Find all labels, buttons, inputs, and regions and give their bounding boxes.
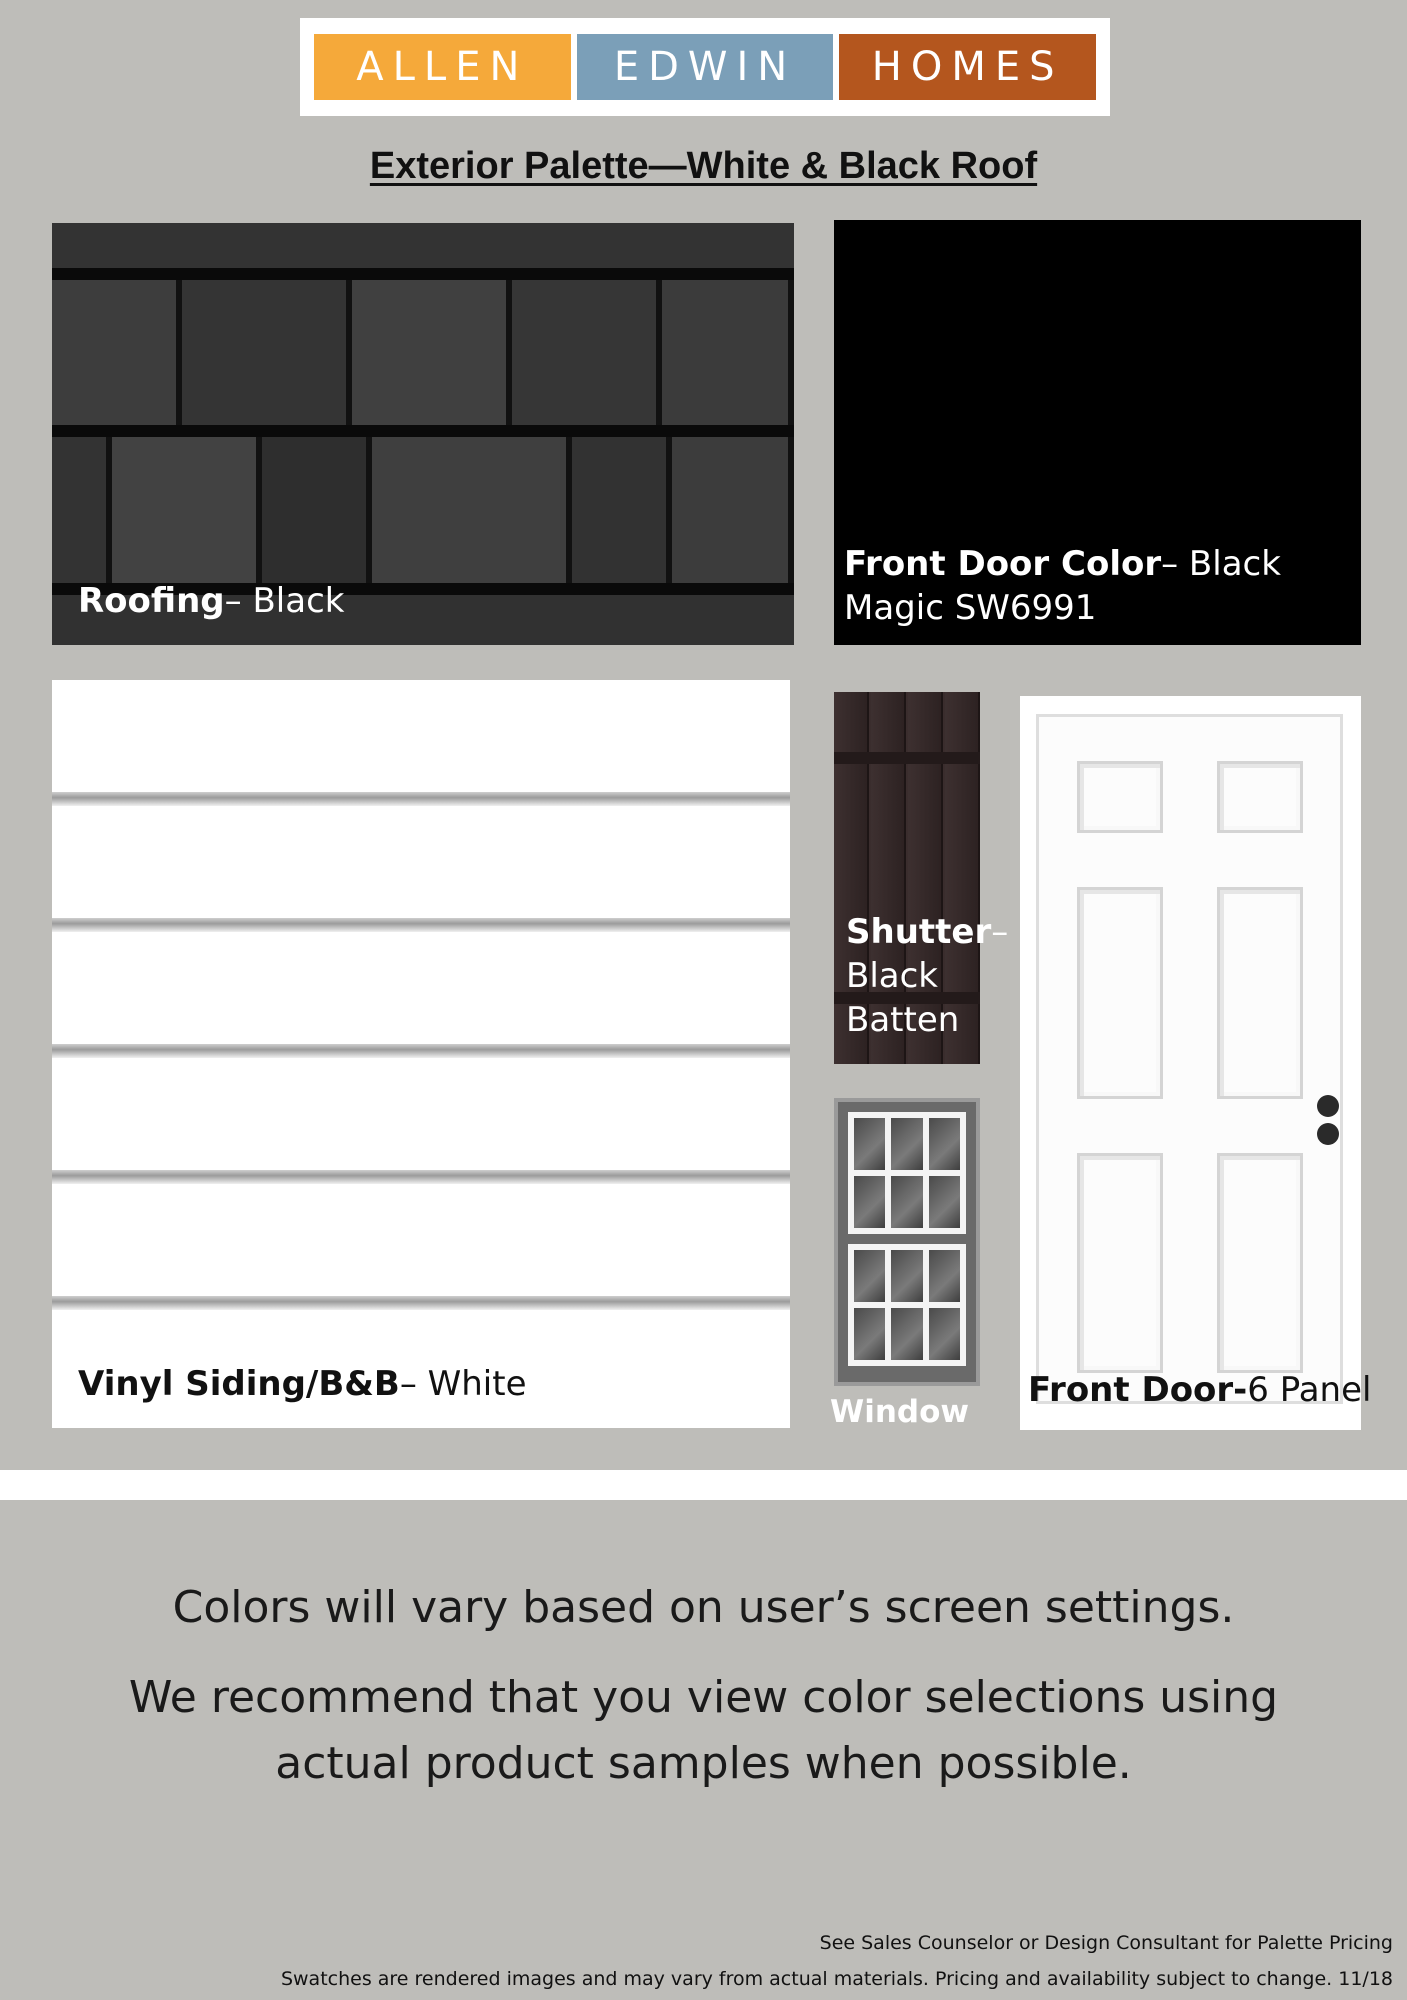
vinyl-siding-swatch: [52, 680, 790, 1428]
shutter-value-line1: Black: [846, 956, 938, 996]
shingle-row: [52, 437, 794, 583]
shingle-gap: [52, 425, 794, 437]
disclaimer: Swatches are rendered images and may vary from actual materials. Pricing and availability subject to change. 11/18: [280, 1968, 1393, 1990]
siding-groove: [52, 1170, 790, 1184]
shutter-swatch: [834, 692, 1009, 1064]
door-panel: [1217, 887, 1303, 1099]
roofing-value: – Black: [224, 581, 345, 621]
logo-word-homes: HOMES: [839, 34, 1096, 100]
roofing-swatch: [52, 223, 794, 645]
roofing-name: Roofing: [78, 581, 225, 621]
window-upper-sash: [848, 1112, 966, 1234]
front-door-swatch: [1020, 696, 1372, 1430]
window-lower-sash: [848, 1244, 966, 1366]
shutter-batten: [834, 752, 980, 764]
front-door-color-swatch: [834, 220, 1361, 645]
siding-groove: [52, 1044, 790, 1058]
vinyl-siding-name: Vinyl Siding/B&B: [78, 1364, 400, 1404]
logo-word-edwin: EDWIN: [577, 34, 834, 100]
door-slab: [1036, 714, 1343, 1404]
vinyl-siding-value: – White: [399, 1364, 527, 1404]
front-door-color-value: – Black Magic SW6991: [844, 544, 1281, 628]
front-door-name: Front Door-: [1028, 1370, 1248, 1410]
shutter-dash: –: [991, 912, 1009, 952]
shingle-row: [52, 223, 794, 268]
deadbolt-icon: [1317, 1123, 1339, 1145]
pricing-note: See Sales Counselor or Design Consultant for Palette Pricing: [819, 1932, 1393, 1954]
front-door-value: 6 Panel: [1247, 1370, 1372, 1410]
roofing-label: [78, 579, 344, 623]
shingle-gap: [52, 268, 794, 280]
front-door-label: [1028, 1368, 1371, 1412]
shingle-row: [52, 280, 794, 425]
samples-note-line2: actual product samples when possible.: [275, 1738, 1132, 1789]
siding-groove: [52, 792, 790, 806]
logo-word-allen: ALLEN: [314, 34, 571, 100]
door-panel: [1077, 887, 1163, 1099]
window-swatch: [834, 1098, 980, 1386]
siding-groove: [52, 918, 790, 932]
door-knob-icon: [1317, 1095, 1339, 1117]
shutter-value-line2: Batten: [846, 1000, 960, 1040]
front-door-color-name: Front Door Color: [844, 544, 1162, 584]
page-title: Exterior Palette—White & Black Roof: [369, 145, 1038, 187]
door-panel: [1217, 1153, 1303, 1373]
siding-groove: [52, 1296, 790, 1310]
shutter-label: [846, 910, 1009, 1042]
shutter-name: Shutter: [846, 912, 992, 952]
door-panel: [1217, 761, 1303, 833]
window-label: Window: [830, 1394, 970, 1430]
screen-settings-note: Colors will vary based on user’s screen settings.: [172, 1582, 1235, 1633]
allen-edwin-logo: [300, 18, 1110, 116]
door-panel: [1077, 1153, 1163, 1373]
front-door-color-label: [844, 542, 1344, 630]
samples-note-line1: We recommend that you view color selections using: [128, 1672, 1279, 1723]
door-panel: [1077, 761, 1163, 833]
vinyl-siding-label: [78, 1362, 526, 1406]
